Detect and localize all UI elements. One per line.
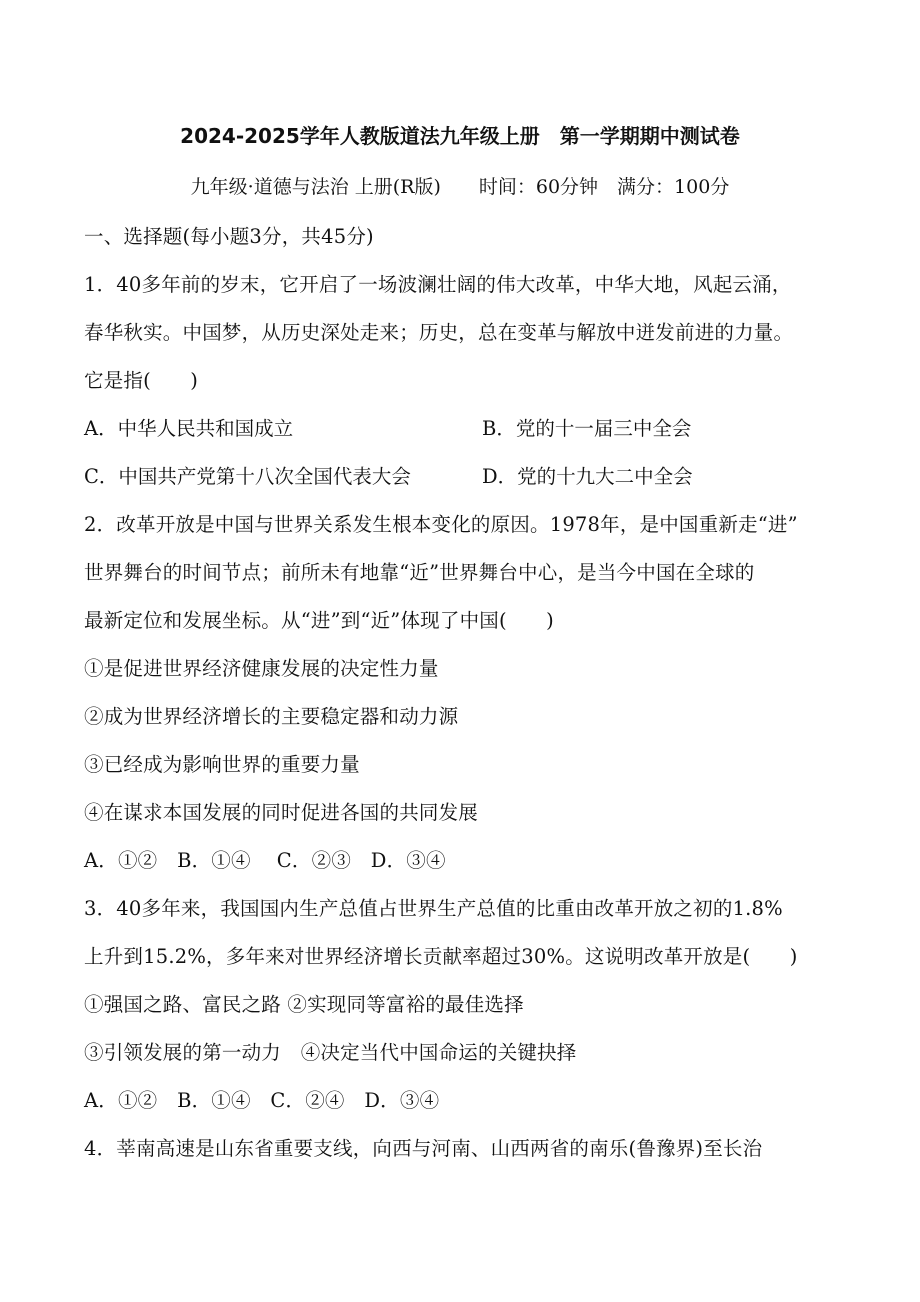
question-2-statement-4: ④在谋求本国发展的同时促进各国的共同发展: [84, 801, 479, 824]
question-2-statement-1: ①是促进世界经济健康发展的决定性力量: [84, 657, 439, 680]
question-1-option-d: D．党的十九大二中全会: [482, 465, 693, 488]
question-1-line-3: 它是指( ): [84, 369, 199, 392]
exam-title: 2024-2025学年人教版道法九年级上册 第一学期期中测试卷: [180, 124, 740, 148]
question-4-line-1: 4．莘南高速是山东省重要支线，向西与河南、山西两省的南乐(鲁豫界)至长治: [84, 1137, 763, 1160]
question-3-options: A．①② B．①④ C．②④ D．③④: [84, 1089, 440, 1112]
question-2-line-3: 最新定位和发展坐标。从“进”到“近”体现了中国( ): [84, 609, 554, 632]
question-1-line-1: 1．40多年前的岁末，它开启了一场波澜壮阔的伟大改革，中华大地，风起云涌，: [84, 273, 792, 296]
question-1-option-a: A．中华人民共和国成立: [84, 417, 294, 440]
question-1-option-b: B．党的十一届三中全会: [482, 417, 692, 440]
section-heading: 一、选择题(每小题3分，共45分): [84, 225, 374, 248]
question-3-line-2: 上升到15.2%，多年来对世界经济增长贡献率超过30%。这说明改革开放是( ): [84, 945, 798, 968]
question-2-statement-3: ③已经成为影响世界的重要力量: [84, 753, 360, 776]
question-1-line-2: 春华秋实。中国梦，从历史深处走来；历史，总在变革与解放中迸发前进的力量。: [84, 321, 794, 344]
question-2-line-2: 世界舞台的时间节点；前所未有地靠“近”世界舞台中心，是当今中国在全球的: [84, 561, 755, 584]
question-1-option-c: C．中国共产党第十八次全国代表大会: [84, 465, 411, 488]
question-2-statement-2: ②成为世界经济增长的主要稳定器和动力源: [84, 705, 459, 728]
question-3-line-1: 3．40多年来，我国国内生产总值占世界生产总值的比重由改革开放之初的1.8%: [84, 897, 783, 920]
question-2-line-1: 2．改革开放是中国与世界关系发生根本变化的原因。1978年，是中国重新走“进”: [84, 513, 798, 536]
question-3-statements-1: ①强国之路、富民之路 ②实现同等富裕的最佳选择: [84, 993, 524, 1016]
question-2-options: A．①② B．①④ C．②③ D．③④: [84, 849, 446, 872]
question-3-statements-2: ③引领发展的第一动力 ④决定当代中国命运的关键抉择: [84, 1041, 577, 1064]
exam-subtitle: 九年级·道德与法治 上册(R版) 时间：60分钟 满分：100分: [190, 176, 730, 198]
